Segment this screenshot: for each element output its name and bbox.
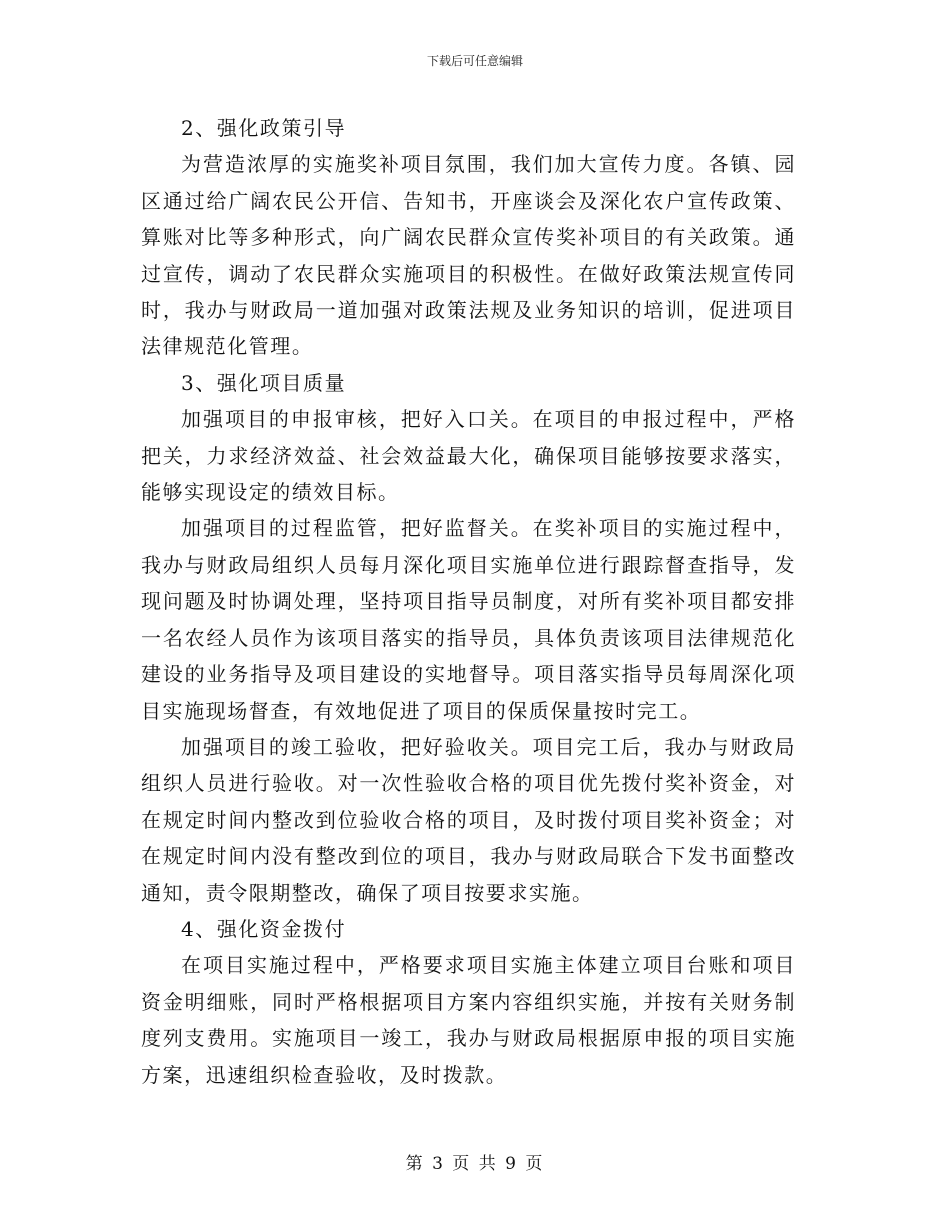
section-heading: 2、强化政策引导 — [181, 116, 347, 140]
paragraph: 加强项目的申报审核，把好入口关。在项目的申报过程中，严格把关，力求经济效益、社会效益最大化，确保项目能够按要求落实，能够实现设定的绩效目标。 — [141, 407, 796, 505]
page-footer — [0, 1152, 950, 1176]
header-note: 下载后可任意编辑 — [426, 54, 523, 68]
paragraph: 为营造浓厚的实施奖补项目氛围，我们加大宣传力度。各镇、园区通过给广阔农民公开信、告知书，开座谈会及深化农户宣传政策、算账对比等多种形式，向广阔农民群众宣传奖补项目的有关政策。通过宣传，调动了农民群众实施项目的积极性。在做好政策法规宣传同时，我办与财政局一道加强对政策法规及业务知识的培训，促进项目法律规范化管理。 — [141, 152, 796, 359]
footer-middle: 页 共 — [452, 1154, 498, 1174]
paragraph: 在项目实施过程中，严格要求项目实施主体建立项目台账和项目资金明细账，同时严格根据项目方案内容组织实施，并按有关财务制度列支费用。实施项目一竣工，我办与财政局根据原申报的项目实施方案，迅速组织检查验收，及时拨款。 — [141, 953, 796, 1087]
footer-prefix: 第 — [405, 1154, 425, 1174]
paragraph: 加强项目的过程监管，把好监督关。在奖补项目的实施过程中，我办与财政局组织人员每月深化项目实施单位进行跟踪督查指导，发现问题及时协调处理，坚持项目指导员制度，对所有奖补项目都安排一名农经人员作为该项目落实的指导员，具体负责该项目法律规范化建设的业务指导及项目建设的实地督导。项目落实指导员每周深化项目实施现场督查，有效地促进了项目的保质保量按时完工。 — [141, 516, 796, 723]
section-heading: 4、强化资金拨付 — [181, 916, 347, 941]
document-body — [141, 110, 796, 1093]
paragraph: 加强项目的竣工验收，把好验收关。项目完工后，我办与财政局组织人员进行验收。对一次性验收合格的项目优先拨付奖补资金，对在规定时间内整改到位验收合格的项目，及时拨付项目奖补资金；对在规定时间内没有整改到位的项目，我办与财政局联合下发书面整改通知，责令限期整改，确保了项目按要求实施。 — [141, 734, 796, 905]
footer-suffix: 页 — [525, 1154, 545, 1174]
footer-total-pages: 9 — [505, 1154, 518, 1174]
footer-current-page: 3 — [432, 1154, 445, 1174]
section-heading: 3、强化项目质量 — [181, 370, 347, 395]
